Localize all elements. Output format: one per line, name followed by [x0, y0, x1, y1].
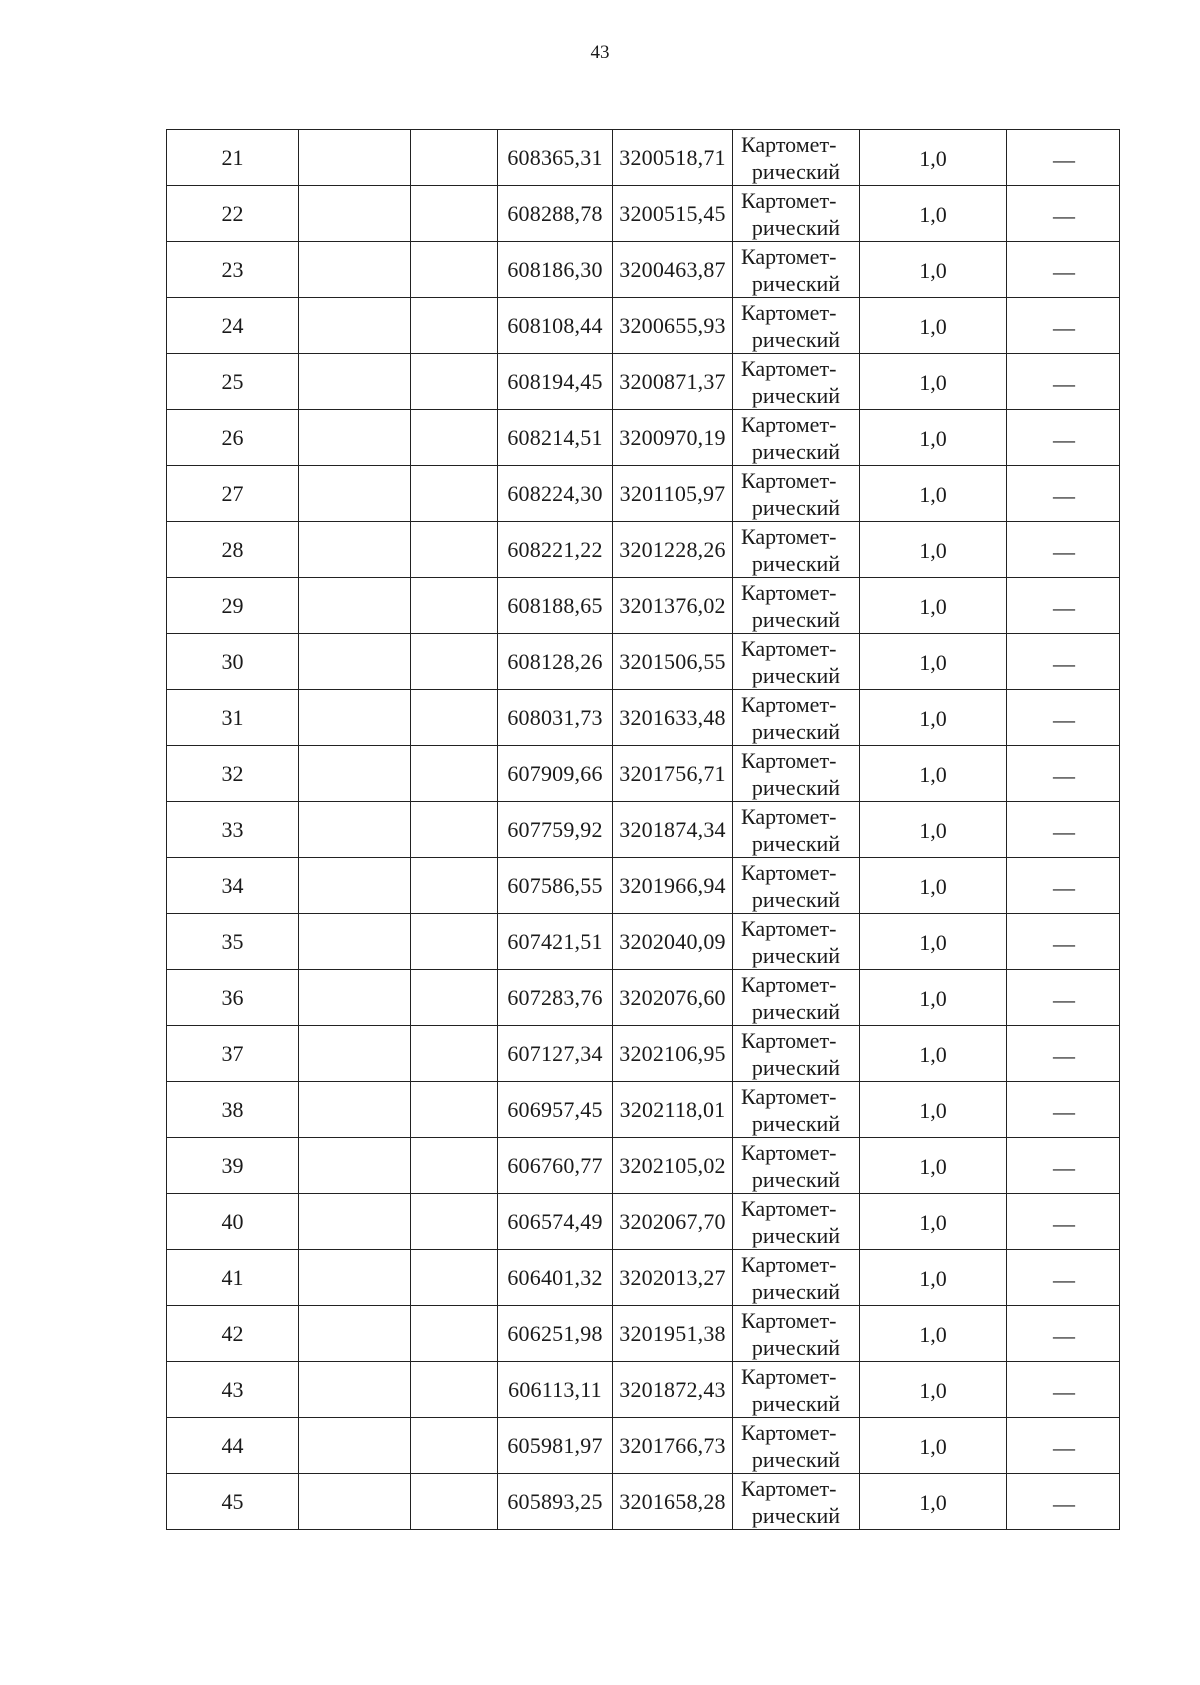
- accuracy-cell: 1,0: [860, 298, 1007, 354]
- method-text-line1: Картомет-: [741, 860, 837, 885]
- x-coordinate-cell: 607127,34: [498, 1026, 613, 1082]
- point-number-cell: 34: [167, 858, 299, 914]
- note-cell: —: [1007, 1362, 1120, 1418]
- method-text-line1: Картомет-: [741, 412, 837, 437]
- empty-cell: [299, 634, 411, 690]
- point-number-cell: 44: [167, 1418, 299, 1474]
- empty-cell: [299, 466, 411, 522]
- empty-cell: [299, 1026, 411, 1082]
- method-text-line1: Картомет-: [741, 1420, 837, 1445]
- y-coordinate-cell: 3202076,60: [613, 970, 733, 1026]
- empty-cell: [299, 1194, 411, 1250]
- note-cell: —: [1007, 298, 1120, 354]
- accuracy-cell: 1,0: [860, 410, 1007, 466]
- y-coordinate-cell: 3201633,48: [613, 690, 733, 746]
- point-number-cell: 27: [167, 466, 299, 522]
- note-cell: —: [1007, 186, 1120, 242]
- point-number-cell: 33: [167, 802, 299, 858]
- y-coordinate-cell: 3201766,73: [613, 1418, 733, 1474]
- note-cell: —: [1007, 242, 1120, 298]
- x-coordinate-cell: 608221,22: [498, 522, 613, 578]
- coordinates-table: [166, 129, 1120, 1530]
- empty-cell: [411, 914, 498, 970]
- empty-cell: [299, 1362, 411, 1418]
- point-number-cell: 24: [167, 298, 299, 354]
- point-number-cell: 37: [167, 1026, 299, 1082]
- method-cell: [733, 970, 860, 1026]
- method-text-line1: Картомет-: [741, 1140, 837, 1165]
- empty-cell: [411, 130, 498, 186]
- method-text-line2: рический: [751, 719, 841, 744]
- note-cell: —: [1007, 466, 1120, 522]
- method-text-line2: рический: [751, 1111, 841, 1136]
- method-text-line1: Картомет-: [741, 580, 837, 605]
- method-cell: [733, 858, 860, 914]
- method-cell: [733, 1474, 860, 1530]
- x-coordinate-cell: 607586,55: [498, 858, 613, 914]
- method-cell: [733, 298, 860, 354]
- point-number-cell: 43: [167, 1362, 299, 1418]
- empty-cell: [411, 1026, 498, 1082]
- method-text-line1: Картомет-: [741, 1364, 837, 1389]
- x-coordinate-cell: 608188,65: [498, 578, 613, 634]
- y-coordinate-cell: 3201376,02: [613, 578, 733, 634]
- accuracy-cell: 1,0: [860, 858, 1007, 914]
- y-coordinate-cell: 3201951,38: [613, 1306, 733, 1362]
- y-coordinate-cell: 3202040,09: [613, 914, 733, 970]
- accuracy-cell: 1,0: [860, 130, 1007, 186]
- table-row: [167, 1362, 1120, 1418]
- note-cell: —: [1007, 634, 1120, 690]
- x-coordinate-cell: 608031,73: [498, 690, 613, 746]
- empty-cell: [411, 690, 498, 746]
- x-coordinate-cell: 606251,98: [498, 1306, 613, 1362]
- point-number-cell: 29: [167, 578, 299, 634]
- empty-cell: [411, 466, 498, 522]
- method-text-line2: рический: [751, 1223, 841, 1248]
- note-cell: —: [1007, 1306, 1120, 1362]
- method-text-line1: Картомет-: [741, 188, 837, 213]
- note-cell: —: [1007, 858, 1120, 914]
- note-cell: —: [1007, 746, 1120, 802]
- accuracy-cell: 1,0: [860, 1306, 1007, 1362]
- empty-cell: [299, 242, 411, 298]
- accuracy-cell: 1,0: [860, 914, 1007, 970]
- y-coordinate-cell: 3200515,45: [613, 186, 733, 242]
- method-text-line1: Картомет-: [741, 692, 837, 717]
- note-cell: —: [1007, 1474, 1120, 1530]
- table-row: [167, 578, 1120, 634]
- note-cell: —: [1007, 802, 1120, 858]
- accuracy-cell: 1,0: [860, 1418, 1007, 1474]
- table-row: [167, 1026, 1120, 1082]
- empty-cell: [299, 578, 411, 634]
- method-text-line1: Картомет-: [741, 244, 837, 269]
- method-cell: [733, 746, 860, 802]
- empty-cell: [299, 298, 411, 354]
- method-text-line2: рический: [751, 1335, 841, 1360]
- y-coordinate-cell: 3200463,87: [613, 242, 733, 298]
- x-coordinate-cell: 608128,26: [498, 634, 613, 690]
- x-coordinate-cell: 608365,31: [498, 130, 613, 186]
- method-text-line2: рический: [751, 663, 841, 688]
- y-coordinate-cell: 3201966,94: [613, 858, 733, 914]
- note-cell: —: [1007, 1418, 1120, 1474]
- point-number-cell: 32: [167, 746, 299, 802]
- accuracy-cell: 1,0: [860, 1082, 1007, 1138]
- note-cell: —: [1007, 410, 1120, 466]
- empty-cell: [411, 1474, 498, 1530]
- accuracy-cell: 1,0: [860, 1250, 1007, 1306]
- method-cell: [733, 578, 860, 634]
- method-text-line2: рический: [751, 775, 841, 800]
- table-row: [167, 1306, 1120, 1362]
- empty-cell: [411, 186, 498, 242]
- x-coordinate-cell: 605893,25: [498, 1474, 613, 1530]
- x-coordinate-cell: 606574,49: [498, 1194, 613, 1250]
- method-cell: [733, 634, 860, 690]
- method-text-line1: Картомет-: [741, 524, 837, 549]
- empty-cell: [411, 858, 498, 914]
- method-text-line2: рический: [751, 439, 841, 464]
- table-row: [167, 802, 1120, 858]
- point-number-cell: 42: [167, 1306, 299, 1362]
- empty-cell: [299, 1250, 411, 1306]
- empty-cell: [299, 130, 411, 186]
- table-row: [167, 242, 1120, 298]
- note-cell: —: [1007, 354, 1120, 410]
- y-coordinate-cell: 3202106,95: [613, 1026, 733, 1082]
- x-coordinate-cell: 608224,30: [498, 466, 613, 522]
- method-cell: [733, 1250, 860, 1306]
- y-coordinate-cell: 3200871,37: [613, 354, 733, 410]
- empty-cell: [411, 1138, 498, 1194]
- point-number-cell: 39: [167, 1138, 299, 1194]
- empty-cell: [299, 1082, 411, 1138]
- table-row: [167, 1474, 1120, 1530]
- point-number-cell: 41: [167, 1250, 299, 1306]
- table-row: [167, 298, 1120, 354]
- accuracy-cell: 1,0: [860, 1194, 1007, 1250]
- note-cell: —: [1007, 970, 1120, 1026]
- method-cell: [733, 1418, 860, 1474]
- x-coordinate-cell: 608194,45: [498, 354, 613, 410]
- accuracy-cell: 1,0: [860, 1362, 1007, 1418]
- x-coordinate-cell: 608186,30: [498, 242, 613, 298]
- method-text-line2: рический: [751, 1167, 841, 1192]
- method-text-line2: рический: [751, 327, 841, 352]
- method-text-line1: Картомет-: [741, 1308, 837, 1333]
- x-coordinate-cell: 606113,11: [498, 1362, 613, 1418]
- empty-cell: [299, 1418, 411, 1474]
- y-coordinate-cell: 3201228,26: [613, 522, 733, 578]
- method-text-line2: рический: [751, 1447, 841, 1472]
- table-row: [167, 1138, 1120, 1194]
- y-coordinate-cell: 3200970,19: [613, 410, 733, 466]
- table-row: [167, 914, 1120, 970]
- method-text-line2: рический: [751, 831, 841, 856]
- empty-cell: [299, 690, 411, 746]
- method-text-line2: рический: [751, 1391, 841, 1416]
- empty-cell: [299, 186, 411, 242]
- table-row: [167, 970, 1120, 1026]
- accuracy-cell: 1,0: [860, 690, 1007, 746]
- empty-cell: [411, 298, 498, 354]
- empty-cell: [411, 802, 498, 858]
- method-text-line1: Картомет-: [741, 1084, 837, 1109]
- method-cell: [733, 1306, 860, 1362]
- method-text-line1: Картомет-: [741, 132, 837, 157]
- y-coordinate-cell: 3201105,97: [613, 466, 733, 522]
- y-coordinate-cell: 3201658,28: [613, 1474, 733, 1530]
- point-number-cell: 35: [167, 914, 299, 970]
- table-row: [167, 1250, 1120, 1306]
- method-text-line1: Картомет-: [741, 1476, 837, 1501]
- method-text-line1: Картомет-: [741, 804, 837, 829]
- empty-cell: [411, 1418, 498, 1474]
- accuracy-cell: 1,0: [860, 970, 1007, 1026]
- method-text-line2: рический: [751, 1279, 841, 1304]
- method-text-line2: рический: [751, 943, 841, 968]
- method-cell: [733, 802, 860, 858]
- point-number-cell: 25: [167, 354, 299, 410]
- method-cell: [733, 410, 860, 466]
- method-text-line1: Картомет-: [741, 1196, 837, 1221]
- method-cell: [733, 1138, 860, 1194]
- accuracy-cell: 1,0: [860, 522, 1007, 578]
- accuracy-cell: 1,0: [860, 466, 1007, 522]
- empty-cell: [299, 354, 411, 410]
- note-cell: —: [1007, 1138, 1120, 1194]
- y-coordinate-cell: 3202118,01: [613, 1082, 733, 1138]
- method-cell: [733, 466, 860, 522]
- table-row: [167, 746, 1120, 802]
- x-coordinate-cell: 607909,66: [498, 746, 613, 802]
- method-cell: [733, 1362, 860, 1418]
- empty-cell: [299, 746, 411, 802]
- table-row: [167, 634, 1120, 690]
- accuracy-cell: 1,0: [860, 634, 1007, 690]
- empty-cell: [299, 1474, 411, 1530]
- empty-cell: [299, 914, 411, 970]
- empty-cell: [299, 802, 411, 858]
- method-text-line1: Картомет-: [741, 636, 837, 661]
- x-coordinate-cell: 608288,78: [498, 186, 613, 242]
- point-number-cell: 45: [167, 1474, 299, 1530]
- point-number-cell: 30: [167, 634, 299, 690]
- y-coordinate-cell: 3200655,93: [613, 298, 733, 354]
- empty-cell: [411, 1362, 498, 1418]
- note-cell: —: [1007, 130, 1120, 186]
- x-coordinate-cell: 607283,76: [498, 970, 613, 1026]
- accuracy-cell: 1,0: [860, 1026, 1007, 1082]
- empty-cell: [299, 1306, 411, 1362]
- table-row: [167, 1194, 1120, 1250]
- empty-cell: [411, 634, 498, 690]
- y-coordinate-cell: 3201756,71: [613, 746, 733, 802]
- y-coordinate-cell: 3201874,34: [613, 802, 733, 858]
- table-row: [167, 690, 1120, 746]
- method-text-line1: Картомет-: [741, 300, 837, 325]
- method-text-line1: Картомет-: [741, 748, 837, 773]
- method-cell: [733, 522, 860, 578]
- accuracy-cell: 1,0: [860, 1474, 1007, 1530]
- coordinates-table-body: [167, 130, 1120, 1530]
- method-cell: [733, 914, 860, 970]
- y-coordinate-cell: 3200518,71: [613, 130, 733, 186]
- point-number-cell: 31: [167, 690, 299, 746]
- method-cell: [733, 1082, 860, 1138]
- empty-cell: [299, 1138, 411, 1194]
- method-text-line2: рический: [751, 495, 841, 520]
- note-cell: —: [1007, 1250, 1120, 1306]
- method-text-line1: Картомет-: [741, 972, 837, 997]
- method-text-line2: рический: [751, 999, 841, 1024]
- accuracy-cell: 1,0: [860, 578, 1007, 634]
- table-row: [167, 466, 1120, 522]
- empty-cell: [299, 522, 411, 578]
- point-number-cell: 26: [167, 410, 299, 466]
- note-cell: —: [1007, 1194, 1120, 1250]
- note-cell: —: [1007, 522, 1120, 578]
- empty-cell: [411, 1250, 498, 1306]
- empty-cell: [411, 1194, 498, 1250]
- method-cell: [733, 1026, 860, 1082]
- empty-cell: [299, 858, 411, 914]
- method-text-line2: рический: [751, 159, 841, 184]
- point-number-cell: 36: [167, 970, 299, 1026]
- method-text-line1: Картомет-: [741, 356, 837, 381]
- x-coordinate-cell: 607421,51: [498, 914, 613, 970]
- method-text-line1: Картомет-: [741, 1252, 837, 1277]
- page-number: 43: [590, 42, 610, 63]
- method-cell: [733, 354, 860, 410]
- empty-cell: [411, 1082, 498, 1138]
- point-number-cell: 21: [167, 130, 299, 186]
- note-cell: —: [1007, 1082, 1120, 1138]
- empty-cell: [411, 242, 498, 298]
- table-row: [167, 522, 1120, 578]
- x-coordinate-cell: 608214,51: [498, 410, 613, 466]
- method-text-line1: Картомет-: [741, 1028, 837, 1053]
- empty-cell: [411, 522, 498, 578]
- note-cell: —: [1007, 1026, 1120, 1082]
- table-row: [167, 186, 1120, 242]
- x-coordinate-cell: 606401,32: [498, 1250, 613, 1306]
- method-text-line2: рический: [751, 1503, 841, 1528]
- accuracy-cell: 1,0: [860, 746, 1007, 802]
- empty-cell: [411, 410, 498, 466]
- empty-cell: [411, 746, 498, 802]
- x-coordinate-cell: 607759,92: [498, 802, 613, 858]
- method-text-line2: рический: [751, 271, 841, 296]
- method-text-line2: рический: [751, 215, 841, 240]
- table-row: [167, 1418, 1120, 1474]
- method-text-line2: рический: [751, 1055, 841, 1080]
- table-row: [167, 1082, 1120, 1138]
- note-cell: —: [1007, 578, 1120, 634]
- x-coordinate-cell: 606760,77: [498, 1138, 613, 1194]
- method-text-line2: рический: [751, 607, 841, 632]
- point-number-cell: 38: [167, 1082, 299, 1138]
- table-row: [167, 354, 1120, 410]
- accuracy-cell: 1,0: [860, 242, 1007, 298]
- y-coordinate-cell: 3202067,70: [613, 1194, 733, 1250]
- y-coordinate-cell: 3202013,27: [613, 1250, 733, 1306]
- accuracy-cell: 1,0: [860, 354, 1007, 410]
- empty-cell: [411, 354, 498, 410]
- accuracy-cell: 1,0: [860, 186, 1007, 242]
- y-coordinate-cell: 3201872,43: [613, 1362, 733, 1418]
- note-cell: —: [1007, 690, 1120, 746]
- method-cell: [733, 242, 860, 298]
- empty-cell: [411, 1306, 498, 1362]
- empty-cell: [299, 410, 411, 466]
- empty-cell: [299, 970, 411, 1026]
- table-row: [167, 410, 1120, 466]
- point-number-cell: 22: [167, 186, 299, 242]
- x-coordinate-cell: 608108,44: [498, 298, 613, 354]
- accuracy-cell: 1,0: [860, 1138, 1007, 1194]
- table-row: [167, 130, 1120, 186]
- method-text-line1: Картомет-: [741, 468, 837, 493]
- table-row: [167, 858, 1120, 914]
- empty-cell: [411, 578, 498, 634]
- x-coordinate-cell: 606957,45: [498, 1082, 613, 1138]
- y-coordinate-cell: 3201506,55: [613, 634, 733, 690]
- method-cell: [733, 130, 860, 186]
- method-text-line1: Картомет-: [741, 916, 837, 941]
- method-text-line2: рический: [751, 551, 841, 576]
- y-coordinate-cell: 3202105,02: [613, 1138, 733, 1194]
- point-number-cell: 28: [167, 522, 299, 578]
- method-cell: [733, 690, 860, 746]
- note-cell: —: [1007, 914, 1120, 970]
- empty-cell: [411, 970, 498, 1026]
- accuracy-cell: 1,0: [860, 802, 1007, 858]
- method-cell: [733, 1194, 860, 1250]
- point-number-cell: 23: [167, 242, 299, 298]
- x-coordinate-cell: 605981,97: [498, 1418, 613, 1474]
- point-number-cell: 40: [167, 1194, 299, 1250]
- method-text-line2: рический: [751, 887, 841, 912]
- method-text-line2: рический: [751, 383, 841, 408]
- method-cell: [733, 186, 860, 242]
